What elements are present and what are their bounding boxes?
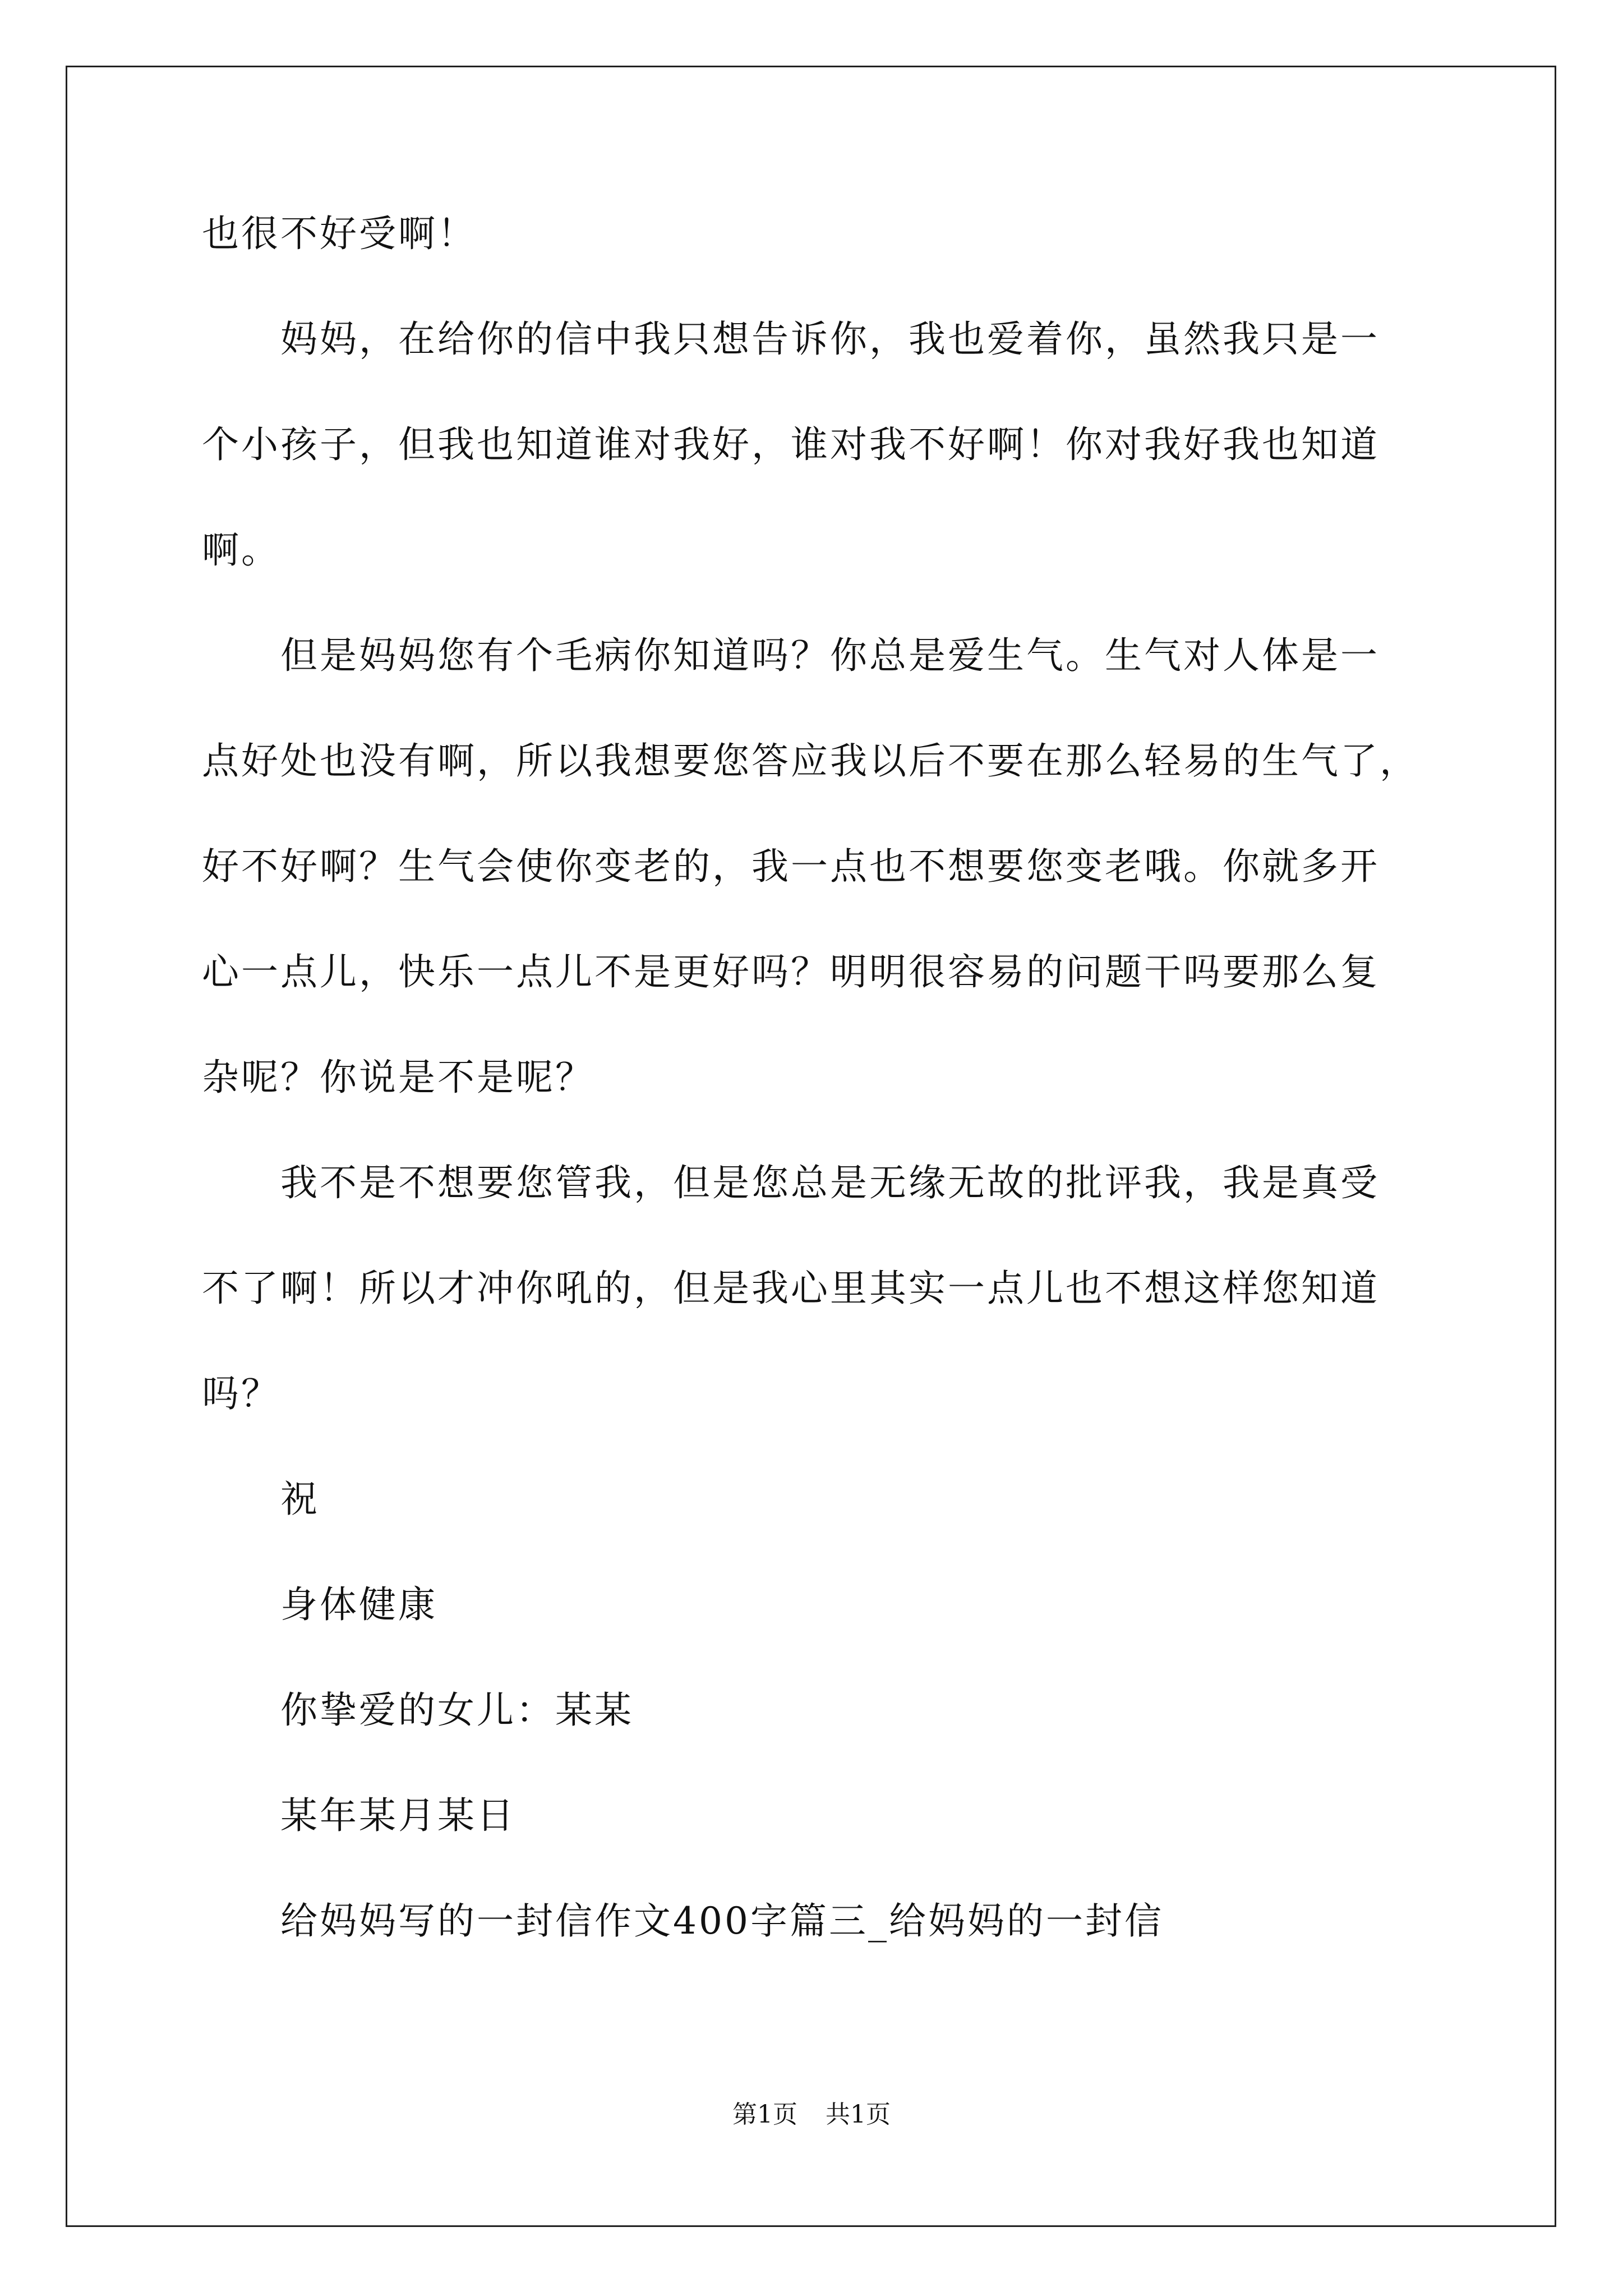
text-line: 我不是不想要您管我，但是您总是无缘无故的批评我，我是真受 bbox=[280, 1161, 1380, 1204]
text-line: 心一点儿，快乐一点儿不是更好吗？明明很容易的问题干吗要那么复 bbox=[202, 950, 1380, 993]
text-line: 但是妈妈您有个毛病你知道吗？你总是爱生气。生气对人体是一 bbox=[280, 634, 1380, 677]
closing-wish: 身体健康 bbox=[280, 1583, 437, 1626]
page-number: 第1页 bbox=[732, 2100, 797, 2129]
text-line: 点好处也没有啊，所以我想要您答应我以后不要在那么轻易的生气了， bbox=[202, 739, 1419, 783]
page-footer bbox=[0, 2098, 1623, 2132]
next-section-title: 给妈妈写的一封信作文400字篇三_给妈妈的一封信 bbox=[280, 1899, 1164, 1943]
text-line: 个小孩子，但我也知道谁对我好，谁对我不好啊！你对我好我也知道 bbox=[202, 423, 1380, 466]
page-total: 共1页 bbox=[826, 2100, 891, 2129]
text-line: 好不好啊？生气会使你变老的，我一点也不想要您变老哦。你就多开 bbox=[202, 845, 1380, 888]
text-line: 啊。 bbox=[202, 528, 280, 572]
text-line: 吗？ bbox=[202, 1372, 280, 1415]
text-line: 杂呢？你说是不是呢？ bbox=[202, 1056, 594, 1099]
signature: 你挚爱的女儿：某某 bbox=[280, 1688, 634, 1732]
text-line: 不了啊！所以才冲你吼的，但是我心里其实一点儿也不想这样您知道 bbox=[202, 1267, 1380, 1310]
document-body bbox=[202, 208, 1441, 2000]
closing-line: 祝 bbox=[280, 1478, 320, 1521]
text-line: 妈妈，在给你的信中我只想告诉你，我也爱着你，虽然我只是一 bbox=[280, 318, 1380, 361]
text-line: 也很不好受啊！ bbox=[202, 212, 477, 255]
date-line: 某年某月某日 bbox=[280, 1794, 516, 1837]
